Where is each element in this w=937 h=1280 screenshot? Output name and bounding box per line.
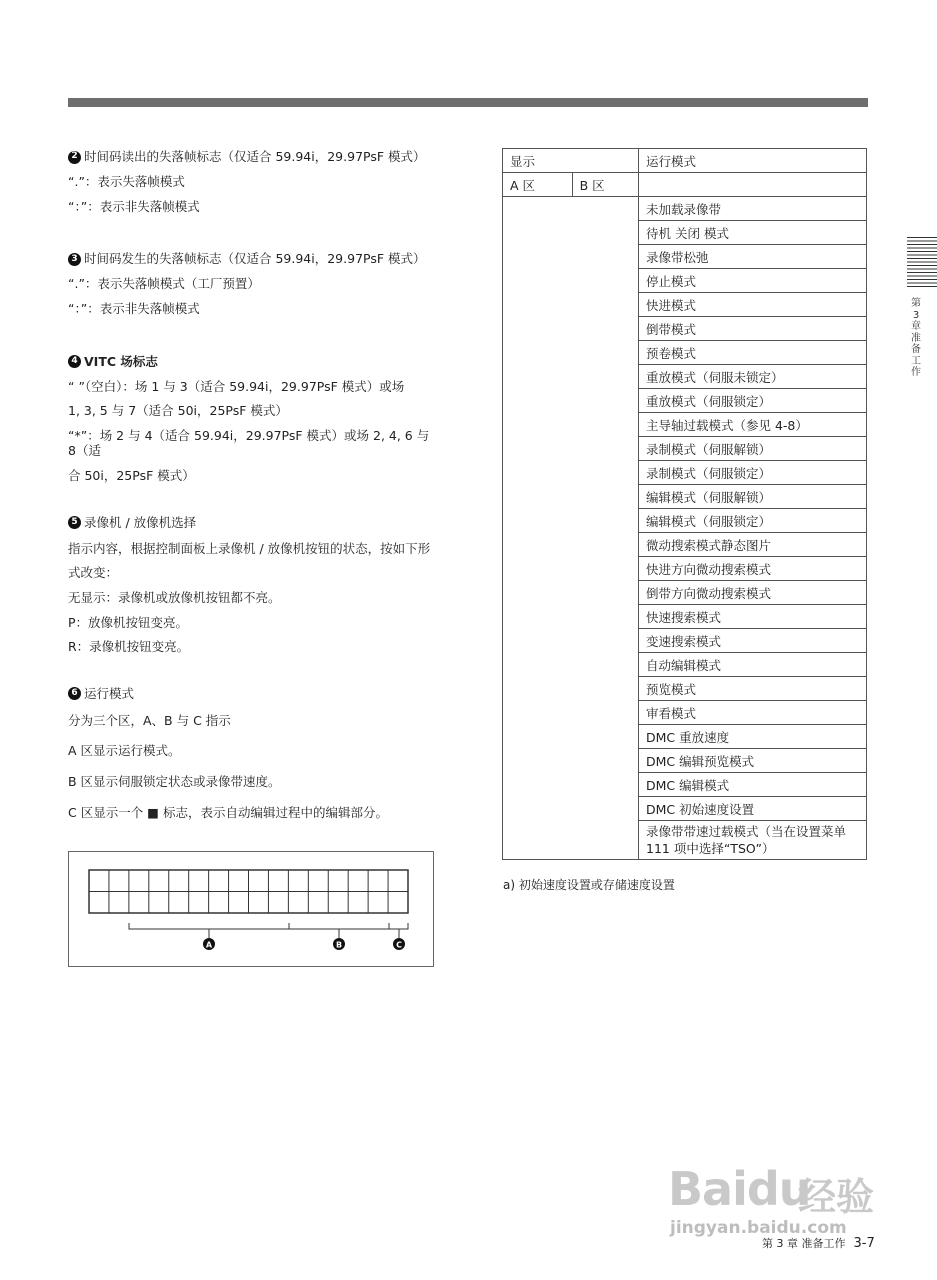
chapter-side-label: 第 3 章 准备工作 (911, 298, 921, 378)
mode-cell: 编辑模式（伺服锁定） (639, 509, 867, 533)
section-3-line-1: “.”：表示失落帧模式（工厂预置） (68, 276, 260, 292)
zone-empty-cell (639, 173, 867, 197)
section-6-line-2: A 区显示运行模式。 (68, 743, 181, 759)
mode-cell: 审看模式 (639, 701, 867, 725)
footnote: a) 初始速度设置或存储速度设置 (503, 878, 675, 892)
section-title-6: 运行模式 (84, 685, 135, 701)
watermark-logo: Baidu (668, 1162, 811, 1216)
section-4 (68, 353, 438, 484)
mode-cell: 编辑模式（伺服解锁） (639, 485, 867, 509)
section-3 (68, 250, 438, 316)
section-number-5: 5 (68, 516, 81, 529)
zone-marker-c-label: C (396, 940, 402, 950)
section-4-line-3: “*”：场 2 与 4（适合 59.94i，29.97PsF 模式）或场 2, 4, 6 与 8（适 (68, 427, 430, 459)
section-4-line-1: “ ”（空白）：场 1 与 3（适合 59.94i，29.97PsF 模式）或场 (68, 378, 405, 394)
watermark-url: jingyan.baidu.com (670, 1218, 847, 1238)
mode-cell: 变速搜索模式 (639, 629, 867, 653)
chapter-tab-stripes (907, 237, 937, 289)
mode-cell: 录像带松弛 (639, 245, 867, 269)
mode-cell: 预卷模式 (639, 341, 867, 365)
section-5-line-1: 指示内容，根据控制面板上录像机 / 放像机按钮的状态，按如下形 (68, 540, 431, 556)
zone-marker-b (333, 938, 345, 950)
zone-marker-b-label: B (335, 940, 343, 950)
page-footer (762, 1235, 875, 1251)
display-zones-diagram (68, 851, 434, 967)
section-5-line-4: P：放像机按钮变亮。 (68, 614, 189, 630)
section-number-3: 3 (68, 253, 81, 266)
table-zone-row (503, 173, 867, 197)
mode-cell: DMC 初始速度设置 (639, 797, 867, 821)
watermark (668, 1140, 892, 1240)
mode-cell: 快速搜索模式 (639, 605, 867, 629)
mode-cell: 主导轴过载模式（参见 4-8） (639, 413, 867, 437)
section-6-line-1: 分为三个区，A、B 与 C 指示 (68, 712, 231, 728)
mode-cell: 倒带模式 (639, 317, 867, 341)
mode-cell: 录制模式（伺服锁定） (639, 461, 867, 485)
zone-marker-c (393, 938, 405, 950)
mode-cell: 停止模式 (639, 269, 867, 293)
section-title-3: 时间码发生的失落帧标志（仅适合 59.94i，29.97PsF 模式） (84, 251, 426, 267)
mode-cell: 倒带方向微动搜索模式 (639, 581, 867, 605)
section-title-4: VITC 场标志 (84, 353, 158, 369)
mode-cell: 待机 关闭 模式 (639, 221, 867, 245)
header-run-mode: 运行模式 (639, 149, 867, 173)
section-5-line-5: R：录像机按钮变亮。 (68, 639, 190, 655)
display-grid-figure (69, 852, 433, 966)
section-5-line-2: 式改变： (68, 565, 119, 581)
run-mode-table (502, 148, 867, 860)
mode-cell: DMC 重放速度 (639, 725, 867, 749)
section-5-line-3: 无显示：录像机或放像机按钮都不亮。 (68, 589, 281, 605)
table-row (503, 197, 867, 221)
mode-rows (503, 197, 867, 860)
mode-cell-last-line-1: 录像带带速过载模式（当在设置菜单 (646, 824, 847, 839)
page-number: 3-7 (853, 1236, 875, 1251)
section-number-6: 6 (68, 687, 81, 700)
section-6-line-4: C 区显示一个 ■ 标志，表示自动编辑过程中的编辑部分。 (68, 804, 388, 820)
section-6-line-3: B 区显示伺服锁定状态或录像带速度。 (68, 774, 281, 789)
mode-cell: 快进方向微动搜索模式 (639, 557, 867, 581)
left-column (68, 148, 438, 820)
mode-cell: 未加载录像带 (639, 197, 867, 221)
mode-cell-last-line-2: 111 项中选择“TSO”） (646, 841, 775, 856)
mode-cell: 自动编辑模式 (639, 653, 867, 677)
watermark-cn: 经验 (798, 1175, 875, 1219)
table-header-row (503, 149, 867, 173)
top-rule (68, 98, 868, 107)
mode-cell: 录制模式（伺服解锁） (639, 437, 867, 461)
mode-cell: 微动搜索模式静态图片 (639, 533, 867, 557)
mode-cell: 快进模式 (639, 293, 867, 317)
section-2 (68, 148, 438, 214)
section-number-4: 4 (68, 355, 81, 368)
mode-cell: DMC 编辑预览模式 (639, 749, 867, 773)
section-4-line-2: 1, 3, 5 与 7（适合 50i，25PsF 模式） (68, 403, 288, 419)
section-title-5: 录像机 / 放像机选择 (84, 514, 197, 530)
mode-cell: DMC 编辑模式 (639, 773, 867, 797)
section-2-line-1: “.”：表示失落帧模式 (68, 174, 185, 189)
mode-cell: 重放模式（伺服锁定） (639, 389, 867, 413)
mode-cell: 重放模式（伺服未锁定） (639, 365, 867, 389)
zone-marker-a (203, 938, 215, 950)
section-6 (68, 685, 438, 821)
zone-blank-cell (503, 197, 639, 860)
section-2-line-2: “：”：表示非失落帧模式 (68, 198, 200, 214)
header-display: 显示 (503, 149, 639, 173)
section-4-line-4: 合 50i，25PsF 模式） (68, 468, 195, 483)
section-5 (68, 514, 438, 655)
footer-chapter: 第 3 章 准备工作 (762, 1237, 846, 1250)
zone-a-cell: A 区 (503, 173, 573, 197)
mode-cell-last (639, 821, 867, 860)
zone-b-cell: B 区 (572, 173, 638, 197)
section-title-2: 时间码读出的失落帧标志（仅适合 59.94i，29.97PsF 模式） (84, 149, 426, 165)
section-number-2: 2 (68, 151, 81, 164)
section-3-line-2: “：”：表示非失落帧模式 (68, 300, 200, 316)
mode-cell: 预览模式 (639, 677, 867, 701)
zone-marker-a-label: A (205, 940, 213, 950)
